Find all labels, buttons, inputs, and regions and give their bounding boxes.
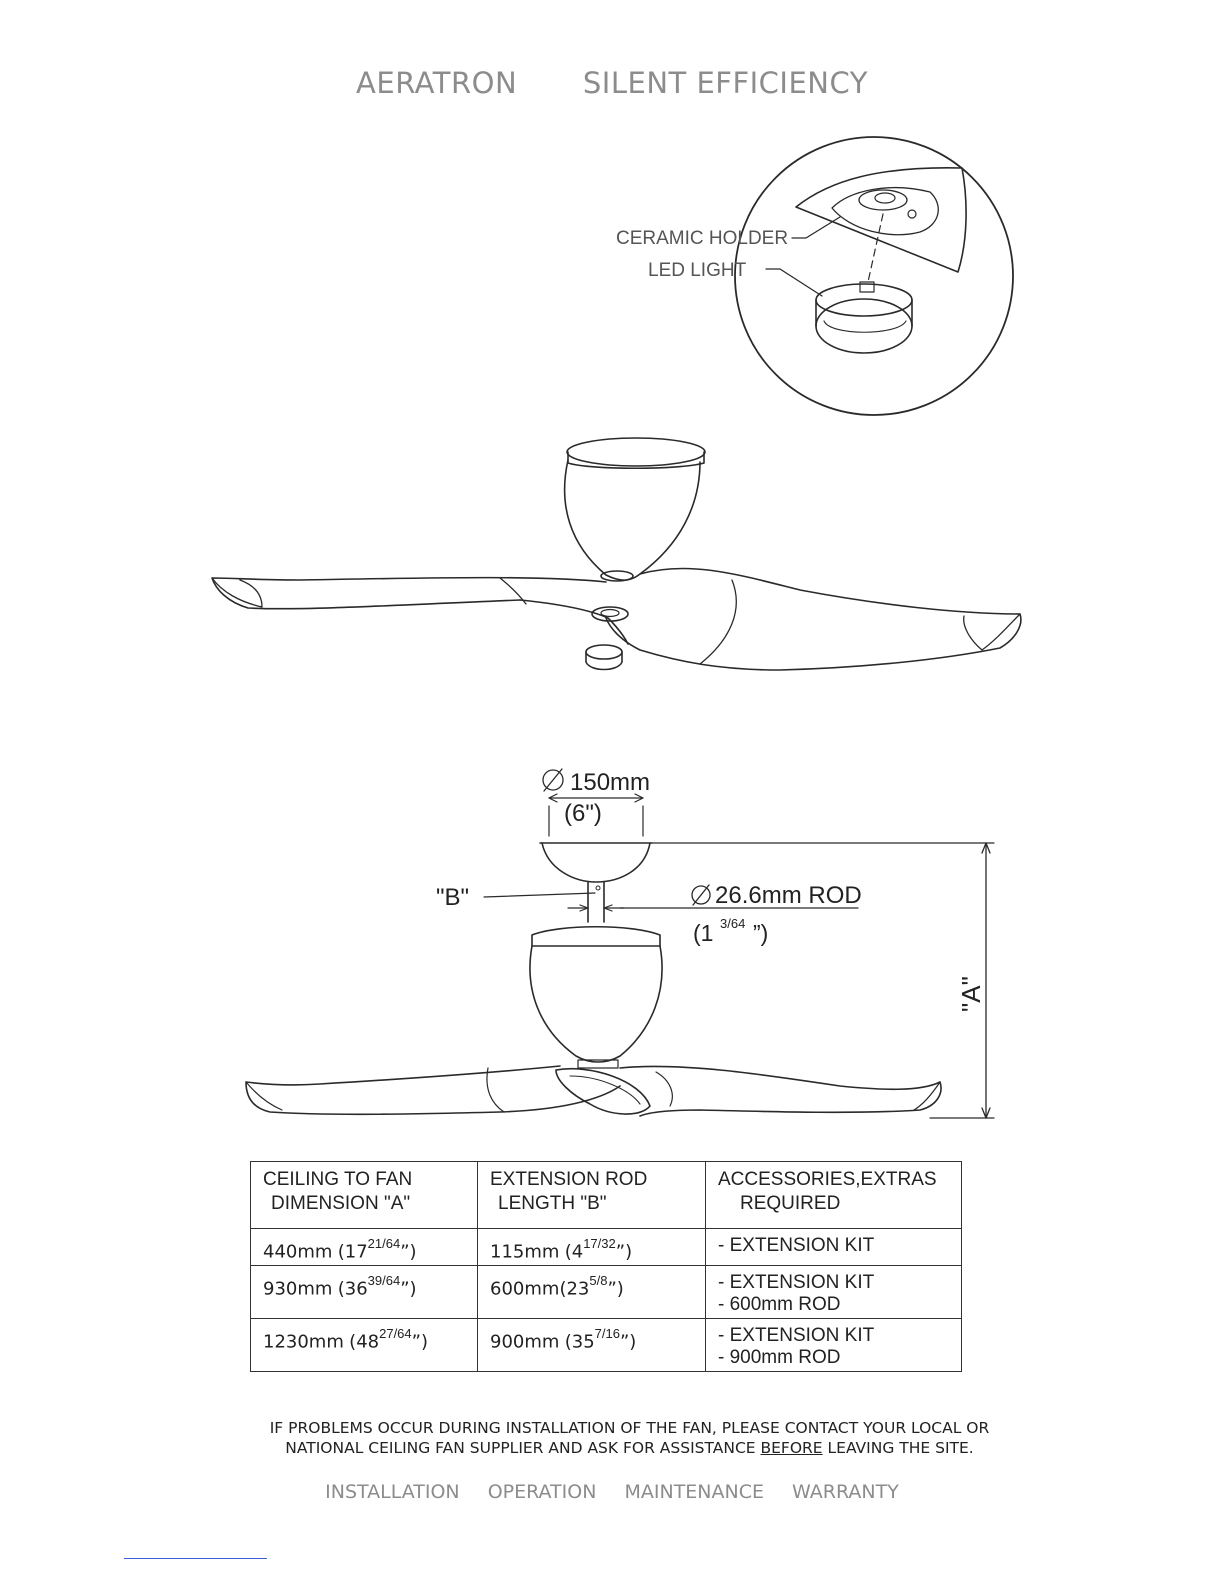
- length-b-inch-close: ”): [615, 1241, 633, 1263]
- accessory-item: - 600mm ROD: [718, 1294, 841, 1315]
- cell-length-b: [478, 1229, 706, 1266]
- header-label-line: ACCESSORIES,EXTRAS: [718, 1169, 937, 1190]
- length-b-inch-close: ”): [619, 1331, 637, 1353]
- installation-notice: [0, 1418, 1224, 1458]
- dimension-a-mm: 440mm: [263, 1241, 333, 1263]
- fan-perspective-illustration: [212, 438, 1021, 670]
- length-b-inch-whole: (4: [564, 1241, 584, 1263]
- cell-accessories: [706, 1319, 962, 1372]
- length-b-inch-frac: 7/16: [594, 1326, 620, 1341]
- dimension-a-inch-frac: 27/64: [379, 1326, 412, 1341]
- footer-item-installation: INSTALLATION: [325, 1481, 460, 1503]
- dimension-a-inch-frac: 21/64: [367, 1236, 401, 1251]
- rod-diameter-inch-whole: (1: [693, 920, 714, 946]
- ceiling-height-label: "A": [956, 976, 986, 1012]
- header-accessories: [706, 1162, 962, 1229]
- dimension-a-mm: 1230mm: [263, 1331, 344, 1353]
- canopy-diameter-inch-label: (6"): [564, 800, 602, 827]
- table-row: [251, 1229, 962, 1266]
- header-label-line: LENGTH "B": [498, 1193, 607, 1214]
- length-b-mm: 600mm: [490, 1278, 560, 1300]
- table-row: [251, 1319, 962, 1372]
- notice-line-1: IF PROBLEMS OCCUR DURING INSTALLATION OF THE FAN, PLEASE CONTACT YOUR LOCAL OR: [269, 1419, 990, 1437]
- led-detail-illustration: [735, 137, 1013, 415]
- notice-text: NATIONAL CEILING FAN SUPPLIER AND ASK FOR ASSISTANCE: [285, 1439, 761, 1457]
- accessory-item: - 900mm ROD: [718, 1347, 841, 1368]
- dimension-a-inch-close: ”): [411, 1331, 429, 1353]
- dimension-a-inch-whole: (17: [337, 1241, 368, 1263]
- header-label-line: DIMENSION "A": [271, 1193, 411, 1214]
- header-ceiling-to-fan: [251, 1162, 478, 1229]
- cell-accessories: [706, 1266, 962, 1319]
- footnote-divider: [124, 1558, 267, 1559]
- rod-diameter-label: 26.6mm ROD: [715, 882, 862, 909]
- accessory-item: - EXTENSION KIT: [718, 1272, 875, 1293]
- dimension-a-inch-close: ”): [400, 1241, 417, 1263]
- header-label-line: CEILING TO FAN: [263, 1169, 413, 1190]
- cell-length-b: [478, 1319, 706, 1372]
- accessory-item: - EXTENSION KIT: [718, 1235, 875, 1256]
- header-label-line: EXTENSION ROD: [490, 1169, 648, 1190]
- rod-diameter-inch-close: ”): [753, 920, 769, 946]
- length-b-inch-whole: (35: [564, 1331, 595, 1353]
- notice-emphasis: BEFORE: [760, 1439, 823, 1457]
- notice-text: LEAVING THE SITE.: [822, 1439, 974, 1457]
- length-b-mm: 115mm: [490, 1241, 560, 1263]
- footer-item-warranty: WARRANTY: [792, 1481, 899, 1503]
- cell-dimension-a: [251, 1229, 478, 1266]
- length-b-inch-whole: (23: [559, 1278, 590, 1300]
- dimension-a-inch-frac: 39/64: [367, 1273, 401, 1288]
- notice-line-2: [0, 1438, 1224, 1458]
- header-extension-rod: [478, 1162, 706, 1229]
- fan-dimension-illustration: [246, 769, 994, 1118]
- cell-length-b: [478, 1266, 706, 1319]
- length-b-inch-close: ”): [607, 1278, 624, 1300]
- length-b-inch-frac: 17/32: [583, 1236, 616, 1251]
- footer-item-operation: OPERATION: [487, 1481, 597, 1503]
- dimension-a-inch-whole: (48: [349, 1331, 380, 1353]
- rod-diameter-inch-frac: 3/64: [720, 916, 746, 931]
- dimension-a-inch-close: ”): [400, 1278, 417, 1300]
- length-b-inch-frac: 5/8: [589, 1273, 608, 1288]
- dimension-a-inch-whole: (36: [337, 1278, 368, 1300]
- cell-accessories: [706, 1229, 962, 1266]
- dimension-a-mm: 930mm: [263, 1278, 333, 1300]
- table-header-row: [251, 1162, 962, 1229]
- brand-name: AERATRON: [356, 66, 518, 100]
- canopy-diameter-label: 150mm: [570, 769, 651, 796]
- length-b-mm: 900mm: [490, 1331, 560, 1353]
- cell-dimension-a: [251, 1266, 478, 1319]
- extension-rod-table: [250, 1161, 962, 1372]
- brand-tagline: SILENT EFFICIENCY: [582, 66, 868, 100]
- ceramic-holder-label: CERAMIC HOLDER: [616, 228, 789, 249]
- footer-item-maintenance: MAINTENANCE: [624, 1481, 764, 1503]
- page-footer: [0, 1481, 1224, 1503]
- table-row: [251, 1266, 962, 1319]
- led-light-label: LED LIGHT: [648, 260, 747, 281]
- rod-length-label: "B": [436, 884, 470, 911]
- header-label-line: REQUIRED: [740, 1193, 841, 1214]
- cell-dimension-a: [251, 1319, 478, 1372]
- accessory-item: - EXTENSION KIT: [718, 1325, 875, 1346]
